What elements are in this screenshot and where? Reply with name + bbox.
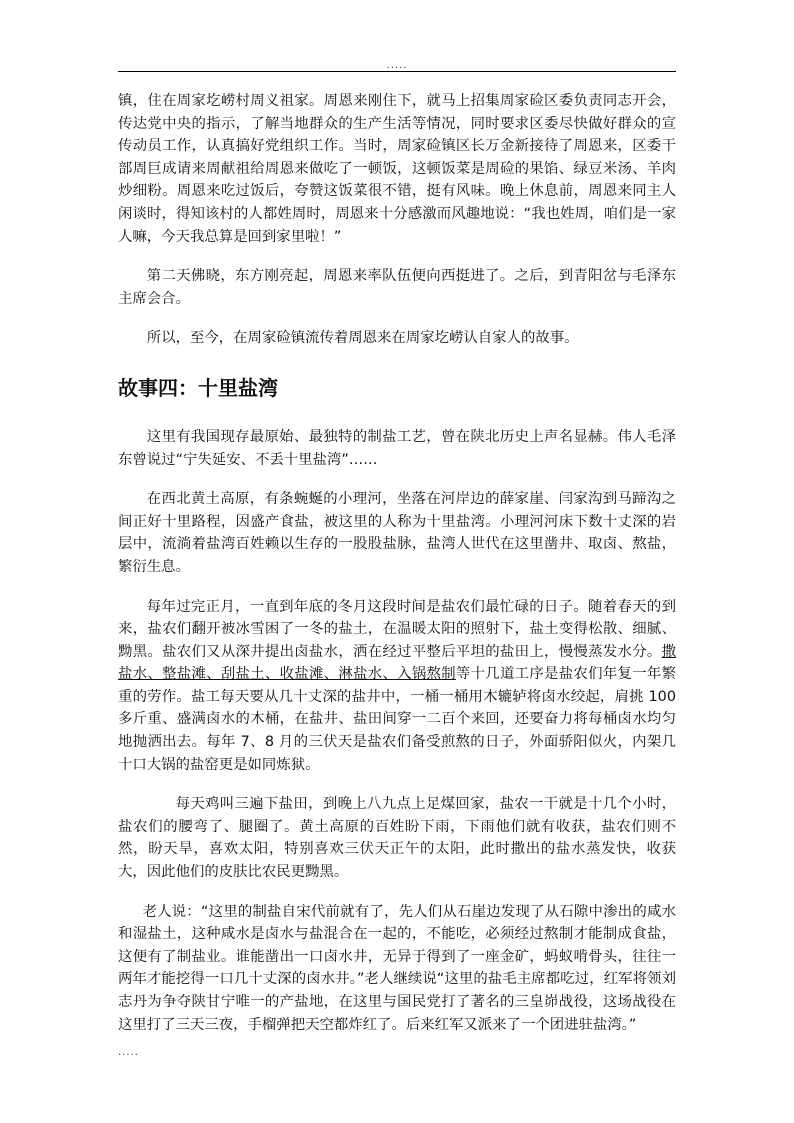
paragraph-6-part-b: 等十几道工序是盐农们年复一年繁重的劳作。盐工每天要从几十丈深的盐井中，一桶一桶用木辘轳将卤水绞起，肩挑 100 多斤重、盛满卤水的木桶，在盐井、盐田间穿一二百个来回，还要奋力将每桶卤水均匀地抛洒出去。每年 7、8 月的三伏天是盐农们备受煎熬的日子，外面骄阳似火，内架几十口大锅的盐窑更是如同炼狱。	[118, 666, 676, 773]
document-body	[118, 90, 676, 1036]
paragraph-3: 所以，至今，在周家硷镇流传着周恩来在周家圪崂认自家人的故事。	[146, 330, 579, 347]
footer-dots: .....	[118, 1047, 139, 1058]
paragraph-6-underlined-steps: 撒盐水、整盐滩、刮盐土、收盐滩、淋盐水、入锅熬制	[118, 643, 676, 683]
paragraph-1: 镇，住在周家圪崂村周义祖家。周恩来刚住下，就马上招集周家硷区委负责同志开会，传达党中央的指示，了解当地群众的生产生活等情况，同时要求区委尽快做好群众的宣传动员工作，认真搞好党组织工作。当时，周家硷镇区长万金新接待了周恩来，区委干部周巨成请来周献祖给周恩来做吃了一顿饭，这顿饭菜是周硷的果馅、绿豆米汤、羊肉炒细粉。周恩来吃过饭后，夸赞这饭菜很不错，挺有风味。晚上休息前，周恩来同主人闲谈时，得知该村的人都姓周时，周恩来十分感激而风趣地说：“我也姓周，咱们是一家人嘛，今天我总算是回到家里啦！”	[118, 93, 676, 245]
section-title: 故事四：十里盐湾	[118, 375, 278, 400]
paragraph-6-part-a: 每年过完正月，一直到年底的冬月这段时间是盐农们最忙碌的日子。随着春天的到来，盐农们翻开被冰雪困了一冬的盐土，在温暖太阳的照射下，盐土变得松散、细腻、黝黑。盐农们又从深井提出卤盐水，洒在经过平整后平坦的盐田上，慢慢蒸发水分。	[118, 598, 676, 660]
paragraph-8: 老人说：“这里的制盐自宋代前就有了，先人们从石崖边发现了从石隙中渗出的咸水和湿盐土，这种咸水是卤水与盐混合在一起的，不能吃，必须经过熬制才能制成食盐，这便有了制盐业。谁能凿出一口卤水井，无异于得到了一座金矿，蚂蚁啃骨头，往往一两年才能挖得一口几十丈深的卤水井。”老人继续说“这里的盐毛主席都吃过，红军将领刘志丹为争夺陕甘宁唯一的产盐地，在这里与国民党打了著名的三皇峁战役，这场战役在这里打了三天三夜，手榴弹把天空都炸红了。后来红军又派来了一个团进驻盐湾。”	[118, 903, 676, 1033]
header-dots: .....	[386, 60, 408, 71]
paragraph-7: 每天鸡叫三遍下盐田，到晚上八九点上足煤回家，盐农一干就是十几个小时，盐农们的腰弯了、腿圈了。黄土高原的百姓盼下雨，下雨他们就有收获，盐农们则不然，盼天旱，喜欢太阳，特别喜欢三伏天正午的太阳，此时撒出的盐水蒸发快，收获大，因此他们的皮肤比农民更黝黑。	[118, 796, 676, 881]
paragraph-4: 这里有我国现存最原始、最独特的制盐工艺，曾在陕北历史上声名显赫。伟人毛泽东曾说过“宁失延安、不丢十里盐湾”……	[118, 428, 676, 468]
paragraph-2: 第二天佛晓，东方刚亮起，周恩来率队伍便向西挺进了。之后，到青阳岔与毛泽东主席会合。	[118, 268, 676, 307]
header-rule	[118, 71, 676, 72]
paragraph-5: 在西北黄土高原，有条蜿蜒的小理河，坐落在河岸边的薛家崖、闫家沟到马蹄沟之间正好十里路程，因盛产食盐，被这里的人称为十里盐湾。小理河河床下数十丈深的岩层中，流淌着盐湾百姓赖以生存的一股股盐脉，盐湾人世代在这里凿井、取卤、熬盐，繁衍生息。	[118, 491, 676, 575]
paragraph-6	[118, 596, 676, 777]
